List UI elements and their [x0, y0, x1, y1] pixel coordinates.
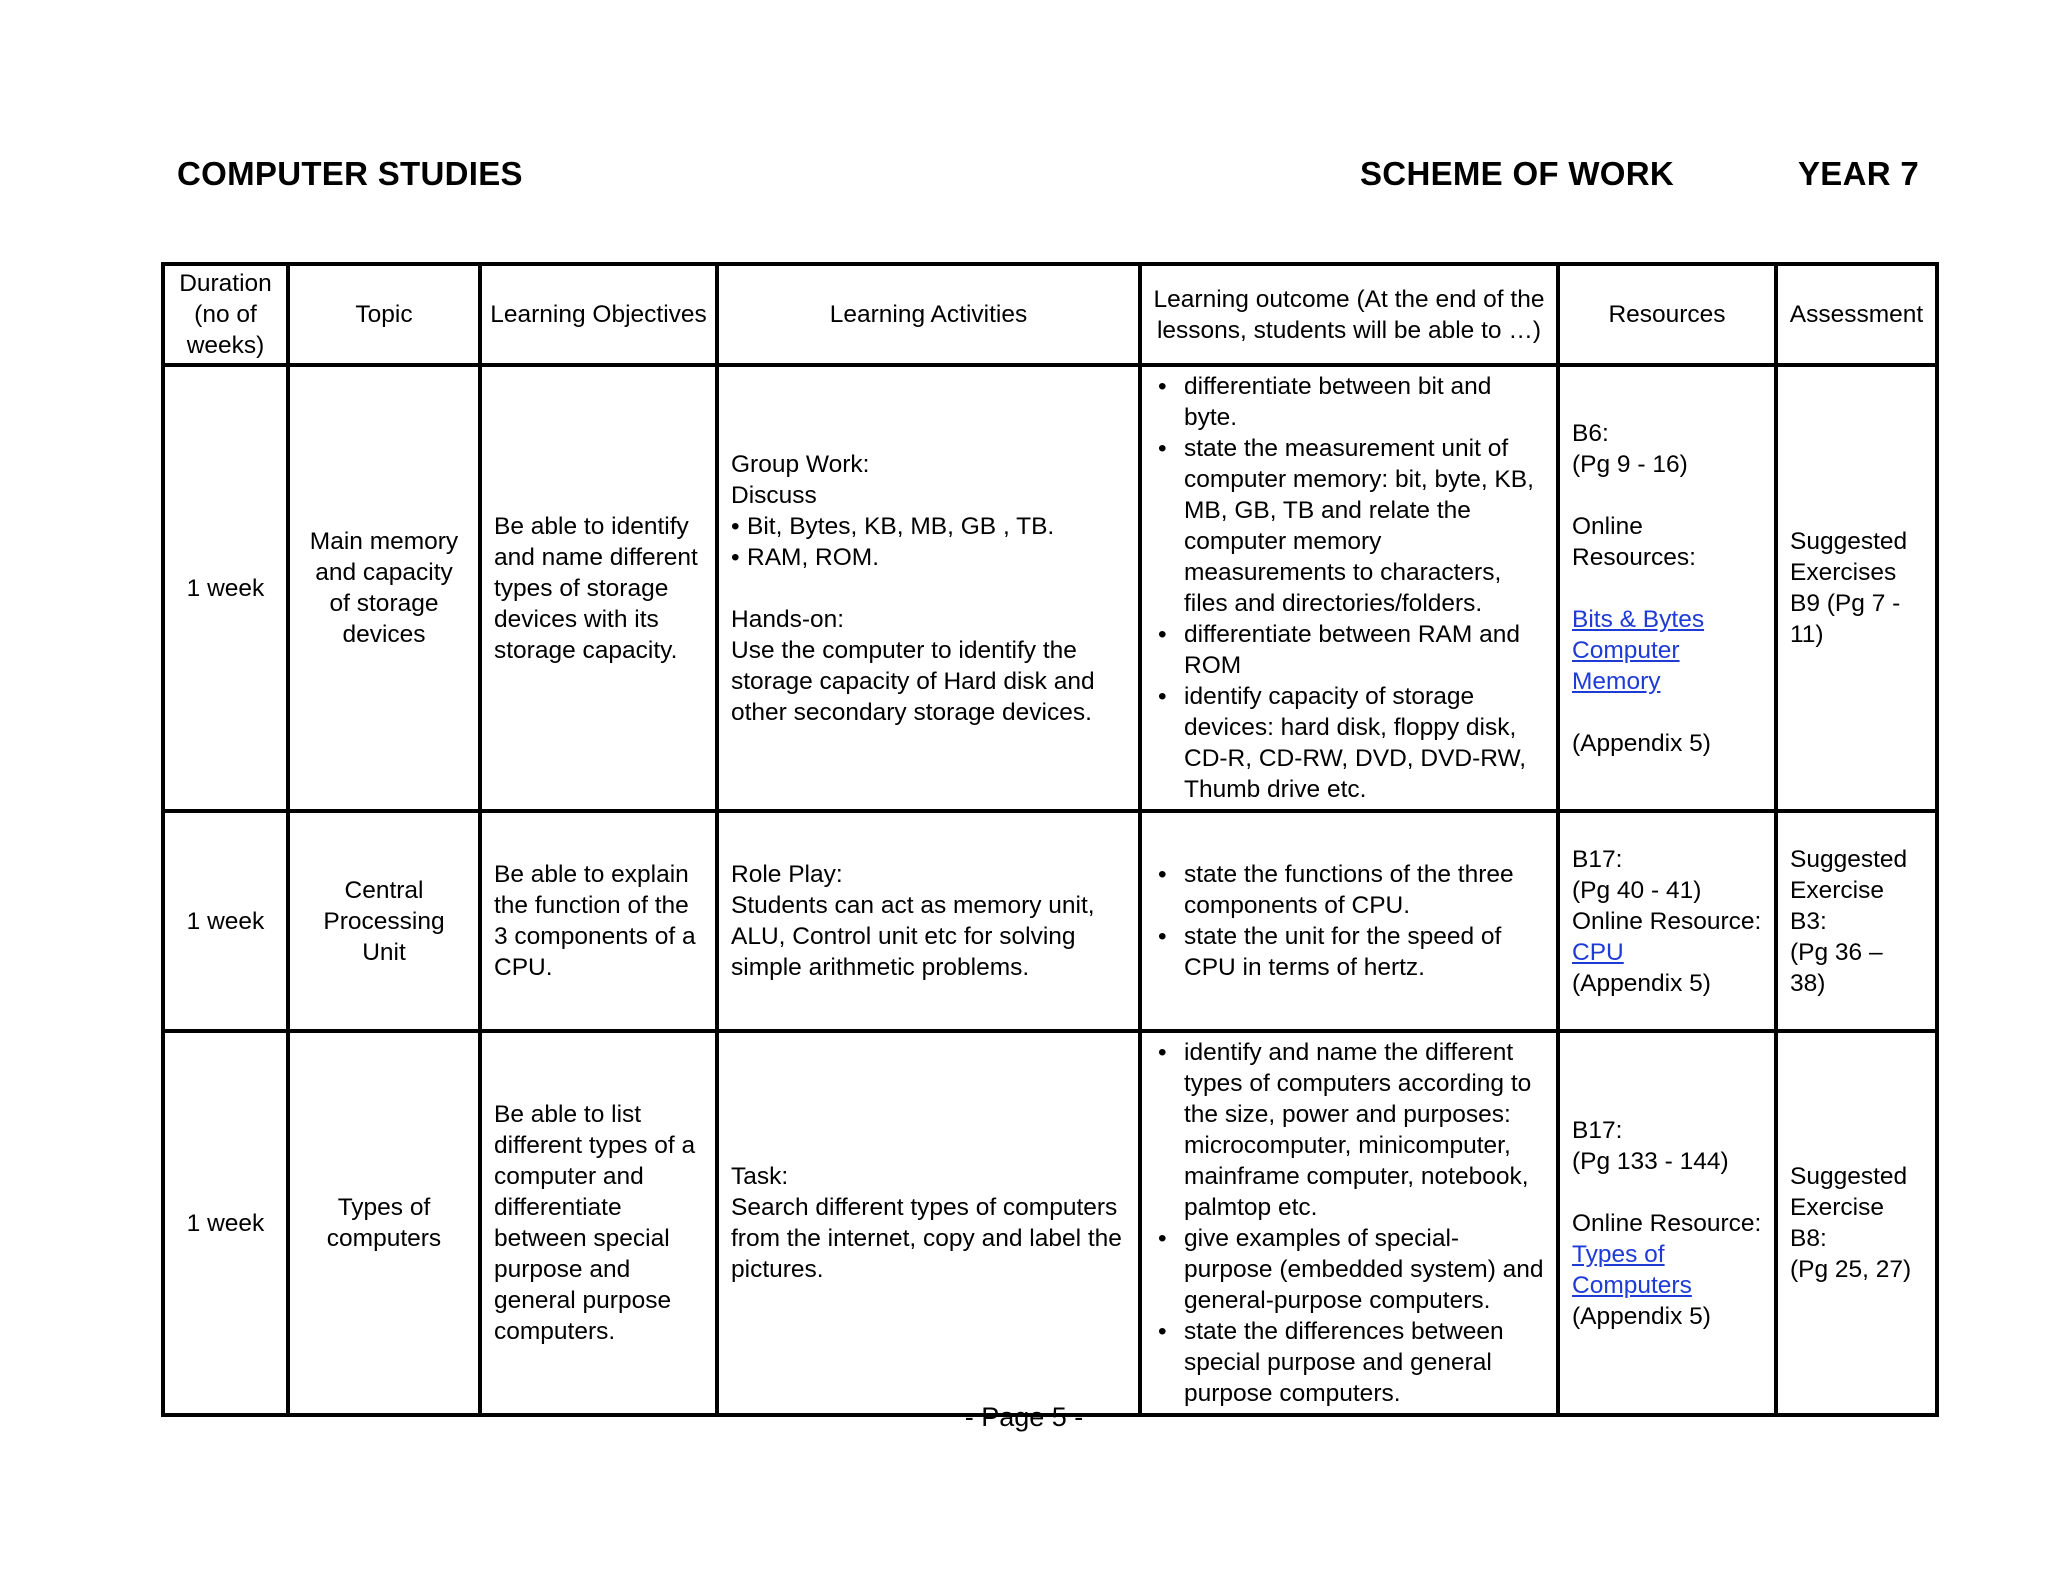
- duration-cell: 1 week: [163, 1031, 288, 1415]
- column-header-objectives: Learning Objectives: [480, 264, 717, 365]
- scheme-of-work-table: [161, 262, 1939, 1417]
- assessment-line: Suggested: [1790, 528, 1908, 555]
- activity-text: Use the computer to identify the storage capacity of Hard disk and other secondary storage devices.: [731, 636, 1095, 726]
- duration-cell: 1 week: [163, 365, 288, 811]
- online-resource-label: Online Resource:: [1572, 1209, 1762, 1237]
- list-item: • differentiate between RAM and ROM: [1154, 619, 1544, 681]
- activities-cell: [717, 1031, 1140, 1415]
- objectives-cell: Be able to list different types of a computer and differentiate between special purpose and general purpose computers.: [480, 1031, 717, 1415]
- resource-book: B6:: [1572, 419, 1609, 447]
- resources-cell: [1558, 1031, 1776, 1415]
- assessment-line: Exercise: [1790, 876, 1884, 904]
- activity-list: [731, 511, 1126, 573]
- activity-text: Discuss: [731, 481, 817, 509]
- assessment-line: 11): [1790, 621, 1824, 648]
- activity-text: Search different types of computers from the internet, copy and label the pictures.: [731, 1194, 1122, 1283]
- assessment-cell: [1776, 365, 1937, 811]
- assessment-line: Suggested: [1790, 1163, 1908, 1190]
- resource-link-computer-memory[interactable]: Computer Memory: [1572, 636, 1680, 695]
- document-title: SCHEME OF WORK: [1360, 155, 1675, 192]
- table-row: [163, 365, 1937, 811]
- resource-pages: (Pg 9 - 16): [1572, 450, 1688, 478]
- topic-cell: Main memory and capacity of storage devices: [288, 365, 480, 811]
- column-header-outcome: Learning outcome (At the end of the lessons, students will be able to …): [1140, 264, 1558, 365]
- list-item: • RAM, ROM.: [731, 542, 1126, 573]
- activity-label: Hands-on:: [731, 605, 845, 633]
- activities-cell: [717, 365, 1140, 811]
- document-year: YEAR 7: [1798, 155, 1920, 192]
- assessment-line: Suggested: [1790, 845, 1908, 873]
- page-number: - Page 5 -: [964, 1402, 1084, 1432]
- column-header-resources: Resources: [1558, 264, 1776, 365]
- list-item: • identify and name the different types of computers according to the size, power and purposes: microcomputer, minicomputer, mainframe computer, notebook, palmtop etc.: [1154, 1037, 1544, 1223]
- list-item: • state the measurement unit of computer memory: bit, byte, KB, MB, GB, TB and relate the computer memory measurements to characters, files and directories/folders.: [1154, 433, 1544, 619]
- objectives-cell: Be able to explain the function of the 3 components of a CPU.: [480, 811, 717, 1031]
- outcome-cell: [1140, 811, 1558, 1031]
- table-row: [163, 1031, 1937, 1415]
- activity-text: Students can act as memory unit, ALU, Control unit etc for solving simple arithmetic problems.: [731, 892, 1095, 981]
- assessment-line: Exercises: [1790, 559, 1897, 586]
- topic-cell: Central Processing Unit: [288, 811, 480, 1031]
- resource-pages: (Pg 40 - 41): [1572, 876, 1702, 904]
- assessment-line: B3:: [1790, 907, 1827, 935]
- column-header-topic: Topic: [288, 264, 480, 365]
- column-header-assessment: Assessment: [1776, 264, 1937, 365]
- objectives-cell: Be able to identify and name different types of storage devices with its storage capacity.: [480, 365, 717, 811]
- resource-appendix: (Appendix 5): [1572, 1302, 1711, 1330]
- topic-cell: Types of computers: [288, 1031, 480, 1415]
- resource-book: B17:: [1572, 845, 1623, 873]
- activities-cell: [717, 811, 1140, 1031]
- outcome-cell: [1140, 1031, 1558, 1415]
- assessment-cell: [1776, 811, 1937, 1031]
- resources-cell: [1558, 365, 1776, 811]
- assessment-line: B8:: [1790, 1225, 1827, 1252]
- list-item: • identify capacity of storage devices: hard disk, floppy disk, CD-R, CD-RW, DVD, DVD-RW, Thumb drive etc.: [1154, 681, 1544, 805]
- list-item: • give examples of special-purpose (embedded system) and general-purpose computers.: [1154, 1223, 1544, 1316]
- resource-pages: (Pg 133 - 144): [1572, 1147, 1729, 1175]
- resource-book: B17:: [1572, 1116, 1623, 1144]
- list-item: • state the differences between special purpose and general purpose computers.: [1154, 1316, 1544, 1409]
- assessment-line: (Pg 25, 27): [1790, 1256, 1912, 1283]
- list-item: • differentiate between bit and byte.: [1154, 371, 1544, 433]
- assessment-line: (Pg 36 – 38): [1790, 938, 1883, 997]
- link-text: Computers: [1572, 1271, 1692, 1299]
- column-header-duration: Duration (no of weeks): [163, 264, 288, 365]
- duration-cell: 1 week: [163, 811, 288, 1031]
- outcome-list: [1154, 1037, 1544, 1409]
- link-text: Types of: [1572, 1240, 1665, 1268]
- outcome-list: [1154, 859, 1544, 983]
- resource-appendix: (Appendix 5): [1572, 969, 1711, 997]
- activity-label: Group Work:: [731, 450, 870, 478]
- activity-label: Task:: [731, 1163, 789, 1190]
- resource-link-bits-bytes[interactable]: Bits & Bytes: [1572, 605, 1705, 633]
- resource-appendix: (Appendix 5): [1572, 729, 1711, 757]
- online-resource-label: Online Resource:: [1572, 907, 1762, 935]
- assessment-cell: [1776, 1031, 1937, 1415]
- table-row: [163, 811, 1937, 1031]
- assessment-line: Exercise: [1790, 1194, 1884, 1221]
- list-item: • state the functions of the three components of CPU.: [1154, 859, 1544, 921]
- outcome-cell: [1140, 365, 1558, 811]
- resource-link-types-of-computers[interactable]: [1572, 1239, 1762, 1301]
- resources-cell: [1558, 811, 1776, 1031]
- activity-label: Role Play:: [731, 861, 843, 888]
- document-subject: COMPUTER STUDIES: [177, 155, 523, 192]
- list-item: • state the unit for the speed of CPU in terms of hertz.: [1154, 921, 1544, 983]
- resource-link-cpu[interactable]: CPU: [1572, 938, 1624, 966]
- online-resource-label: Online Resources:: [1572, 512, 1696, 571]
- assessment-line: B9 (Pg 7 -: [1790, 590, 1901, 617]
- outcome-list: [1154, 371, 1544, 805]
- table-header-row: [163, 264, 1937, 365]
- list-item: • Bit, Bytes, KB, MB, GB , TB.: [731, 511, 1126, 542]
- column-header-activities: Learning Activities: [717, 264, 1140, 365]
